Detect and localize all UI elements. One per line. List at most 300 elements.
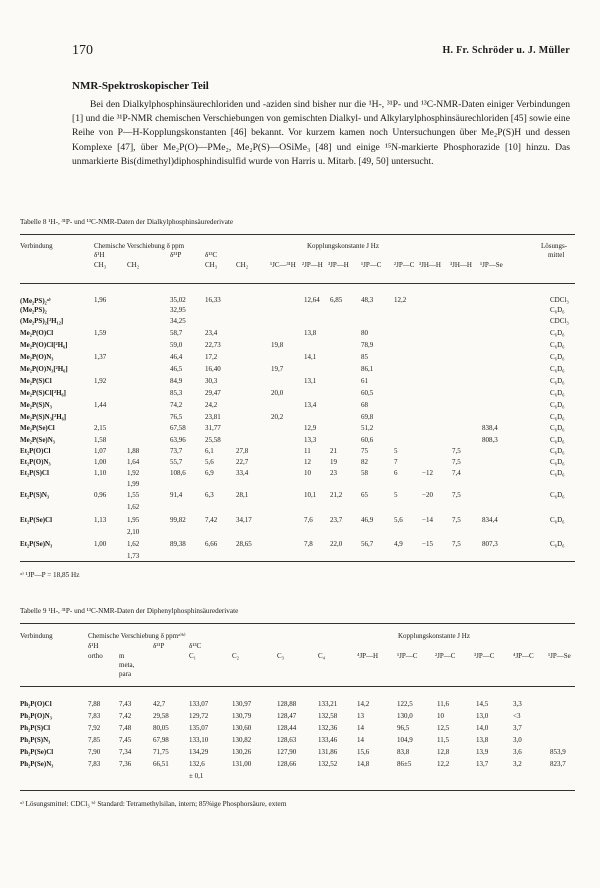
paragraph-text: Bei den Dialkylphosphinsäurechloriden und -aziden sind bisher nur die ¹H-, ³¹P- und ¹³C-NMR-Daten einiger Verbindungen [1] und die ³¹P-NMR chemischen Verschiebungen von gemischten Dialkyl- und Alkylarylphosphinsäurechloriden [45] sowie eine Reihe von P—H-Kopplungskonstanten [46] bekannt. Vor kurzem kamen noch Untersuchungen über Me₂P(S)H und dessen Komplexe [47], über Me₂P(O)—PMe₂, Me₂P(S)—OSiMe₃ [48] und einige ¹⁵N-markierte Phosphorazide [10] hinzu. Das unmarkierte Bis(dimethyl)diphosphindisulfid wurde von Harris u. Mitarb. [49, 50] untersucht.	[72, 99, 570, 167]
table-cell: 7,90	[88, 748, 101, 756]
table-cell: C₆D₆	[550, 516, 565, 524]
table-cell: 6,85	[330, 296, 343, 304]
compound-name: Me₂P(S)Cl	[20, 377, 52, 385]
compound-name: Et₂P(Se)N₃	[20, 540, 53, 548]
section-title: NMR-Spektroskopischer Teil	[72, 80, 209, 92]
compound-name: Me₂P(S)Cl[²H₆]	[20, 389, 66, 397]
table-cell: 12	[304, 458, 311, 466]
table-cell: 1,96	[94, 296, 107, 304]
table-cell: 22,73	[205, 341, 221, 349]
table-cell: CDCl₃	[550, 317, 569, 325]
table-cell: 89,38	[170, 540, 186, 548]
table-cell: C₆D₆	[550, 469, 565, 477]
table-cell: 69,8	[361, 413, 374, 421]
table-cell: 4,9	[394, 540, 403, 548]
table-cell: 1,37	[94, 353, 107, 361]
table-cell: 80	[361, 329, 368, 337]
compound-name: Ph₂P(S)N₃	[20, 736, 51, 744]
col-header-j4: ³JP—C	[474, 652, 495, 660]
table-cell: 1,88	[127, 447, 140, 455]
table-cell: 23,7	[330, 516, 343, 524]
table-cell: −12	[422, 469, 433, 477]
table-cell: 1,92	[127, 469, 140, 477]
table-cell: 134,29	[189, 748, 209, 756]
table-cell: 127,90	[277, 748, 297, 756]
table-cell: 1,59	[94, 329, 107, 337]
table-cell: 10	[304, 469, 311, 477]
table-cell: C₆D₆	[550, 491, 565, 499]
table-cell: 7,42	[205, 516, 218, 524]
table-cell: 104,9	[397, 736, 413, 744]
compound-name: Ph₂P(O)Cl	[20, 700, 52, 708]
col-header-j4: ¹JP—C	[361, 261, 382, 269]
table-cell: 14,2	[357, 700, 370, 708]
table-cell: ± 0,1	[189, 772, 204, 780]
table-cell: C₆D₆	[550, 447, 565, 455]
table-cell: 13,7	[476, 760, 489, 768]
table-cell: 91,4	[170, 491, 183, 499]
col-header-c1: C₁	[189, 652, 197, 660]
table-cell: 838,4	[482, 424, 498, 432]
table-cell: 60,5	[361, 389, 374, 397]
col-header-verbindung: Verbindung	[20, 242, 53, 250]
table-cell: 128,63	[277, 736, 297, 744]
compound-name: Ph₂P(O)N₃	[20, 712, 52, 720]
table-cell: 128,88	[277, 700, 297, 708]
table-cell: 3,0	[513, 736, 522, 744]
table-cell: CDCl₃	[550, 296, 569, 304]
table-cell: 59,0	[170, 341, 183, 349]
table-cell: 85,3	[170, 389, 183, 397]
table-cell: 46,4	[170, 353, 183, 361]
table-cell: 108,6	[170, 469, 186, 477]
table-cell: 1,07	[94, 447, 107, 455]
table-cell: 28,65	[236, 540, 252, 548]
col-header-ch3: CH₃	[94, 261, 107, 269]
col-header-dP: δ³¹P	[153, 642, 165, 650]
col-header-j7: ³JH—H	[450, 261, 472, 269]
table-cell: 5,6	[205, 458, 214, 466]
table-cell: 16,33	[205, 296, 221, 304]
table-cell: 31,77	[205, 424, 221, 432]
table-cell: 7,42	[119, 712, 132, 720]
table-cell: 73,7	[170, 447, 183, 455]
table-cell: 7,5	[452, 540, 461, 548]
table-cell: 130,79	[232, 712, 252, 720]
compound-name: Me₂P(O)N₃	[20, 353, 54, 361]
table-cell: 1,44	[94, 401, 107, 409]
table-cell: 13,4	[304, 401, 317, 409]
table-cell: 67,98	[153, 736, 169, 744]
table-cell: 46,9	[361, 516, 374, 524]
table-cell: 7,85	[88, 736, 101, 744]
table-cell: 34,17	[236, 516, 252, 524]
table-cell: 3,6	[513, 748, 522, 756]
table-cell: 13,8	[476, 736, 489, 744]
table-cell: 42,7	[153, 700, 166, 708]
table-cell: 23,81	[205, 413, 221, 421]
table-cell: C₆D₆	[550, 413, 565, 421]
table-cell: 96,5	[397, 724, 410, 732]
table-cell: 30,3	[205, 377, 218, 385]
col-header-c-ch3: CH₃	[205, 261, 218, 269]
table-cell: 3,3	[513, 700, 522, 708]
table-cell: 13,8	[304, 329, 317, 337]
col-header-kopp-group: Kopplungskonstante J Hz	[398, 632, 470, 640]
table-cell: 86,1	[361, 365, 374, 373]
table-cell: 14	[357, 724, 364, 732]
table-cell: 823,7	[550, 760, 566, 768]
table-cell: 51,2	[361, 424, 374, 432]
table-cell: 7	[394, 458, 398, 466]
table-cell: 133,07	[189, 700, 209, 708]
col-header-shift-group: Chemische Verschiebung δ ppmᵃ⁾ᵇ⁾	[88, 632, 186, 640]
table-cell: 132,36	[318, 724, 338, 732]
table8-bottom-rule	[20, 561, 575, 562]
table-cell: 135,07	[189, 724, 209, 732]
table-cell: C₆D₆	[550, 401, 565, 409]
table-cell: 130,26	[232, 748, 252, 756]
col-header-dH: δ¹H	[94, 251, 105, 259]
table-cell: 46,5	[170, 365, 183, 373]
table-cell: 23	[330, 469, 337, 477]
col-header-j8: ¹JP—Se	[480, 261, 503, 269]
table-cell: 20,0	[271, 389, 284, 397]
compound-name: Ph₂P(Se)N₃	[20, 760, 54, 768]
table-cell: 130,82	[232, 736, 252, 744]
table-cell: 22,7	[236, 458, 249, 466]
table-cell: 128,66	[277, 760, 297, 768]
col-header-j6: ¹JP—Se	[548, 652, 571, 660]
table-cell: 7,48	[119, 724, 132, 732]
table-cell: 25,58	[205, 436, 221, 444]
col-header-loesungs: Lösungs-	[541, 242, 568, 250]
table-cell: 12,64	[304, 296, 320, 304]
table-cell: −20	[422, 491, 433, 499]
compound-name: Et₂P(S)Cl	[20, 469, 49, 477]
col-header-c2: C₂	[232, 652, 240, 660]
table-cell: 7,45	[119, 736, 132, 744]
col-header-ch2: CH₂	[127, 261, 140, 269]
col-header-c-ch2: CH₂	[236, 261, 249, 269]
table9-bottom-rule	[20, 790, 575, 791]
table-cell: 56,7	[361, 540, 374, 548]
table-cell: 61	[361, 377, 368, 385]
col-header-j6: ³JH—H	[419, 261, 441, 269]
table-cell: 76,5	[170, 413, 183, 421]
table-cell: 21	[330, 447, 337, 455]
table-cell: C₆D₆	[550, 424, 565, 432]
table-cell: 2,10	[127, 528, 140, 536]
table-cell: 14	[357, 736, 364, 744]
table-cell: 83,8	[397, 748, 410, 756]
compound-name: Me₂P(S)N₃[²H₆]	[20, 413, 67, 421]
table-cell: 7,34	[119, 748, 132, 756]
table-cell: C₆D₆	[550, 341, 565, 349]
table-cell: 34,25	[170, 317, 186, 325]
col-header-j1: ⁴JP—H	[357, 652, 379, 660]
table8-caption: Tabelle 8 ¹H-, ³¹P- und ¹³C-NMR-Daten der Dialkylphosphinsäurederivate	[20, 218, 234, 226]
table-cell: 6	[394, 469, 398, 477]
table-cell: C₆D₆	[550, 306, 565, 314]
col-header-j2: ²JP—H	[302, 261, 323, 269]
compound-name: Me₂P(S)N₃	[20, 401, 52, 409]
table-cell: 67,58	[170, 424, 186, 432]
table-cell: 808,3	[482, 436, 498, 444]
table-cell: 24,2	[205, 401, 218, 409]
table-cell: 11,6	[437, 700, 449, 708]
table-cell: 133,10	[189, 736, 209, 744]
table-cell: 128,44	[277, 724, 297, 732]
table-cell: 6,1	[205, 447, 214, 455]
table-cell: C₆D₆	[550, 389, 565, 397]
table-cell: 14,8	[357, 760, 370, 768]
table-cell: 7,36	[119, 760, 132, 768]
table-cell: 29,58	[153, 712, 169, 720]
table-cell: C₆D₆	[550, 353, 565, 361]
col-header-shift-group: Chemische Verschiebung δ ppm	[94, 242, 185, 250]
table-cell: 16,40	[205, 365, 221, 373]
table-cell: 35,02	[170, 296, 186, 304]
compound-name: Et₂P(S)N₃	[20, 491, 50, 499]
compound-name: Me₂P(O)N₃[²H₆]	[20, 365, 68, 373]
table-cell: 82	[361, 458, 368, 466]
table-cell: 7,5	[452, 458, 461, 466]
table9-footnote: ᵃ⁾ Lösungsmittel: CDCl₃ ᵇ⁾ Standard: Tetramethylsilan, intern; 85%ige Phosphorsäure, extern	[20, 800, 287, 808]
table-cell: 6,66	[205, 540, 218, 548]
table-cell: 3,2	[513, 760, 522, 768]
page-number: 170	[72, 43, 93, 58]
page-header	[72, 43, 570, 59]
table-cell: 75	[361, 447, 368, 455]
table-cell: 807,3	[482, 540, 498, 548]
table-cell: 19,7	[271, 365, 284, 373]
running-head: H. Fr. Schröder u. J. Müller	[442, 45, 570, 56]
table-cell: 1,58	[94, 436, 107, 444]
table-cell: 131,86	[318, 748, 338, 756]
table-cell: 13,0	[476, 712, 489, 720]
col-header-c4: C₄	[318, 652, 326, 660]
col-header-dH: δ¹H	[88, 642, 99, 650]
col-header-para: para	[119, 670, 132, 678]
table-cell: 1,73	[127, 552, 140, 560]
table8-footnote: ᵃ⁾ ¹JP—P = 18,85 Hz	[20, 571, 80, 579]
compound-name: (Me₂PS)₂	[20, 306, 47, 314]
table-cell: 133,46	[318, 736, 338, 744]
col-header-kopp-group: Kopplungskonstante J Hz	[307, 242, 379, 250]
compound-name: Me₂P(Se)N₃	[20, 436, 55, 444]
table-cell: 853,9	[550, 748, 566, 756]
compound-name: Me₂P(O)Cl[²H₆]	[20, 341, 68, 349]
table-cell: C₆D₆	[550, 436, 565, 444]
compound-name: Ph₂P(Se)Cl	[20, 748, 54, 756]
table-cell: 63,96	[170, 436, 186, 444]
table-cell: 14,1	[304, 353, 317, 361]
table9-top-rule	[20, 623, 575, 624]
table-cell: 12,9	[304, 424, 317, 432]
col-header-j3: ²JP—C	[435, 652, 456, 660]
table-cell: 33,4	[236, 469, 249, 477]
table-cell: 122,5	[397, 700, 413, 708]
table-cell: 19	[330, 458, 337, 466]
table-cell: 71,75	[153, 748, 169, 756]
table-cell: 7,8	[304, 540, 313, 548]
table-cell: 80,05	[153, 724, 169, 732]
table-cell: 1,62	[127, 540, 140, 548]
table-cell: 11,5	[437, 736, 449, 744]
table-cell: 1,00	[94, 540, 107, 548]
table-cell: 66,51	[153, 760, 169, 768]
table-cell: 12,2	[394, 296, 407, 304]
table-cell: <3	[513, 712, 521, 720]
col-header-j1: ¹JC—³¹H	[270, 261, 296, 269]
table-cell: 5	[394, 447, 398, 455]
table-cell: 1,99	[127, 480, 140, 488]
table-cell: 23,4	[205, 329, 218, 337]
col-header-j2: ¹JP—C	[397, 652, 418, 660]
table-cell: 6,9	[205, 469, 214, 477]
table-cell: 60,6	[361, 436, 374, 444]
table-cell: 85	[361, 353, 368, 361]
table-cell: 132,52	[318, 760, 338, 768]
table-cell: 22,0	[330, 540, 343, 548]
table-cell: 27,8	[236, 447, 249, 455]
table-cell: 21,2	[330, 491, 343, 499]
table-cell: 131,00	[232, 760, 252, 768]
table-cell: 1,55	[127, 491, 140, 499]
table-cell: 13,3	[304, 436, 317, 444]
table-cell: C₆D₆	[550, 540, 565, 548]
table-cell: 14,0	[476, 724, 489, 732]
table-cell: 0,96	[94, 491, 107, 499]
table-cell: 28,1	[236, 491, 249, 499]
table-cell: 1,95	[127, 516, 140, 524]
col-header-dP: δ³¹P	[170, 251, 182, 259]
body-paragraph	[72, 98, 570, 169]
table-cell: 11	[304, 447, 311, 455]
table-cell: 84,9	[170, 377, 183, 385]
compound-name: Et₂P(Se)Cl	[20, 516, 53, 524]
col-header-j5: ⁴JP—C	[513, 652, 534, 660]
col-header-dC: δ¹³C	[205, 251, 218, 259]
table-cell: 133,21	[318, 700, 338, 708]
table-cell: 10	[437, 712, 444, 720]
table-cell: 7,83	[88, 712, 101, 720]
table9-caption: Tabelle 9 ¹H-, ³¹P- und ¹³C-NMR-Daten der Diphenylphosphinsäurederivate	[20, 607, 239, 615]
table-cell: 130,97	[232, 700, 252, 708]
compound-name: (Me₂PS)₂[²H₁₂]	[20, 317, 64, 325]
col-header-m: m	[119, 652, 125, 660]
table-cell: 65	[361, 491, 368, 499]
table-cell: 13,9	[476, 748, 489, 756]
table-cell: 130,60	[232, 724, 252, 732]
table-cell: 68	[361, 401, 368, 409]
col-header-j3: ³JP—H	[328, 261, 349, 269]
table-cell: 13,1	[304, 377, 317, 385]
col-header-c3: C₃	[277, 652, 285, 660]
table-cell: 58	[361, 469, 368, 477]
table-cell: 5,6	[394, 516, 403, 524]
table-cell: 1,10	[94, 469, 107, 477]
table-cell: C₆D₆	[550, 458, 565, 466]
table-cell: 1,13	[94, 516, 107, 524]
table-cell: C₆D₆	[550, 329, 565, 337]
compound-name: Me₂P(Se)Cl	[20, 424, 55, 432]
compound-name: Ph₂P(S)Cl	[20, 724, 51, 732]
table-cell: −14	[422, 516, 433, 524]
table-cell: 99,82	[170, 516, 186, 524]
table-cell: 12,5	[437, 724, 450, 732]
table-cell: 20,2	[271, 413, 284, 421]
col-header-mittel: mittel	[548, 251, 565, 259]
table-cell: 1,62	[127, 503, 140, 511]
col-header-ortho: ortho	[88, 652, 103, 660]
compound-name: Et₂P(O)N₃	[20, 458, 51, 466]
table-cell: 129,72	[189, 712, 209, 720]
table-cell: 12,8	[437, 748, 450, 756]
table-cell: 15,6	[357, 748, 370, 756]
col-header-meta: meta,	[119, 661, 135, 669]
table-cell: 7,5	[452, 491, 461, 499]
table-cell: 19,8	[271, 341, 284, 349]
table-cell: 1,00	[94, 458, 107, 466]
table-cell: 130,0	[397, 712, 413, 720]
table-cell: 1,92	[94, 377, 107, 385]
table-cell: 7,92	[88, 724, 101, 732]
table-cell: −15	[422, 540, 433, 548]
table-cell: 55,7	[170, 458, 183, 466]
table-cell: 834,4	[482, 516, 498, 524]
table-cell: 86±5	[397, 760, 412, 768]
table-cell: 12,2	[437, 760, 450, 768]
table-cell: 10,1	[304, 491, 317, 499]
table-cell: 17,2	[205, 353, 218, 361]
table9-header-rule	[20, 686, 575, 687]
table-cell: 7,4	[452, 469, 461, 477]
table-cell: 128,47	[277, 712, 297, 720]
table-cell: 1,64	[127, 458, 140, 466]
table-cell: 78,9	[361, 341, 374, 349]
table-cell: 5	[394, 491, 398, 499]
table-cell: C₆D₆	[550, 365, 565, 373]
col-header-dC: δ¹³C	[189, 642, 202, 650]
table-cell: 7,88	[88, 700, 101, 708]
table-cell: 74,2	[170, 401, 183, 409]
table-cell: 7,83	[88, 760, 101, 768]
table-cell: 7,6	[304, 516, 313, 524]
col-header-verbindung: Verbindung	[20, 632, 53, 640]
table-cell: 13	[357, 712, 364, 720]
table-cell: 58,7	[170, 329, 183, 337]
table-cell: C₆D₆	[550, 377, 565, 385]
table-cell: 29,47	[205, 389, 221, 397]
table-cell: 32,95	[170, 306, 186, 314]
compound-name: (Me₂PS)₂ᵃ⁾	[20, 297, 51, 305]
table-cell: 6,3	[205, 491, 214, 499]
compound-name: Et₂P(O)Cl	[20, 447, 51, 455]
table-cell: 48,3	[361, 296, 374, 304]
table-cell: 7,43	[119, 700, 132, 708]
compound-name: Me₂P(O)Cl	[20, 329, 54, 337]
table-cell: 132,6	[189, 760, 205, 768]
table-cell: 3,7	[513, 724, 522, 732]
col-header-j5: ²JP—C	[394, 261, 415, 269]
table-cell: 7,5	[452, 516, 461, 524]
table-cell: 132,58	[318, 712, 338, 720]
table-cell: 7,5	[452, 447, 461, 455]
table-cell: 14,5	[476, 700, 489, 708]
table8-header-rule	[20, 283, 575, 284]
